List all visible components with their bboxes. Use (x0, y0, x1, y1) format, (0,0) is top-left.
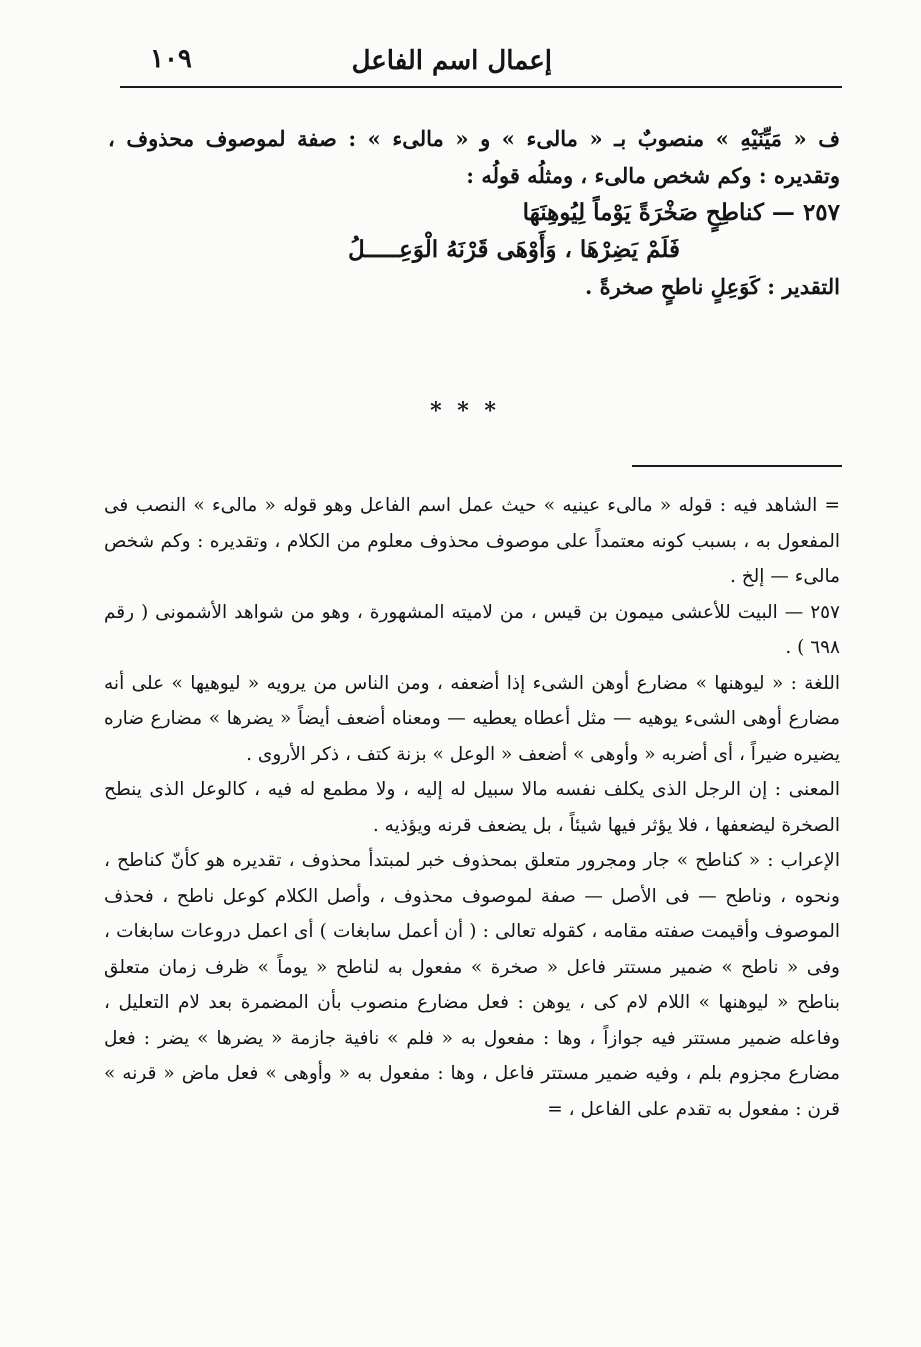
verse-first-hemistich: كناطِحٍ صَخْرَةً يَوْماً لِيُوهِنَهَا (522, 199, 764, 226)
footnote-verse-source: ٢٥٧ — البيت للأعشى ميمون بن قيس ، من لاميته المشهورة ، وهو من شواهد الأشمونى ( رقم ٦٩٨ ) . (104, 601, 840, 658)
section-separator: * * * (430, 398, 500, 424)
main-text (108, 120, 840, 305)
running-title: إعمال اسم الفاعل (351, 46, 552, 76)
page-number: ١٠٩ (150, 44, 192, 74)
footnote-rule (632, 465, 842, 467)
verse-line-1 (108, 194, 840, 231)
verse-second-hemistich: فَلَمْ يَضِرْهَا ، وَأَوْهَى قَرْنَهُ الْوَعِـــــلُ (348, 236, 680, 263)
page-header (120, 40, 842, 88)
footnote-lugha: اللغة : « ليوهنها » مضارع أوهن الشىء إذا أضعفه ، ومن الناس من يرويه « ليوهيها » على أنه مضارع أوهى الشىء يوهيه — مثل أعطاه يعطيه — ومعناه أضعف أيضاً « يضرها » مضارع ضاره يضيره ضيراً ، أى أضربه « وأوهى » أضعف « الوعل » بزنة كتف ، ذكر الأروى . (104, 672, 840, 765)
footnotes (104, 488, 840, 1127)
footnote-maana: المعنى : إن الرجل الذى يكلف نفسه مالا سبيل له إليه ، ولا مطمع له فيه ، كالوعل الذى ينطح الصخرة ليضعفها ، فلا يؤثر فيها شيئاً ، بل يضعف قرنه ويؤذيه . (104, 779, 840, 836)
footnote-shahid: = الشاهد فيه : قوله « مالىء عينيه » حيث عمل اسم الفاعل وهو قوله « مالىء » النصب فى المفعول به ، بسبب كونه معتمداً على موصوف محذوف معلوم من الكلام ، وتقديره : وكم شخص مالىء — إلخ . (104, 495, 840, 587)
verse-number: ٢٥٧ — (771, 199, 840, 226)
main-paragraph: ف « مَيِّنَيْهِ » منصوبٌ بـ « مالىء » و « مالىء » : صفة لموصوف محذوف ، وتقديره : وكم شخص مالىء ، ومثلُه قولُه : (108, 126, 840, 188)
taqdir-line: التقدير : كَوَعِلٍ ناطحٍ صخرةً . (584, 274, 840, 299)
footnote-irab: الإعراب : « كناطح » جار ومجرور متعلق بمحذوف خبر لمبتدأ محذوف ، تقديره هو كأنّ كناطح ، ونحوه ، وناطح — فى الأصل — صفة لموصوف محذوف ، وأصل الكلام كوعل ناطح ، فحذف الموصوف وأقيمت صفته مقامه ، كقوله تعالى : ( أن أعمل سابغات ) أى اعمل دروعات سابغات ، وفى « ناطح » ضمير مستتر فاعل « صخرة » مفعول به لناطح « يوماً » ظرف زمان متعلق بناطح « ليوهنها » اللام لام كى ، يوهن : فعل مضارع منصوب بأن المضمرة بعد لام التعليل ، وفاعله ضمير مستتر فيه جوازاً ، وها : مفعول به « فلم » نافية جازمة « يضرها » يضر : فعل مضارع مجزوم بلم ، وفيه ضمير مستتر فاعل ، وها : مفعول به « وأوهى » فعل ماض « قرنه » قرن : مفعول به تقدم على الفاعل ، = (104, 850, 840, 1120)
